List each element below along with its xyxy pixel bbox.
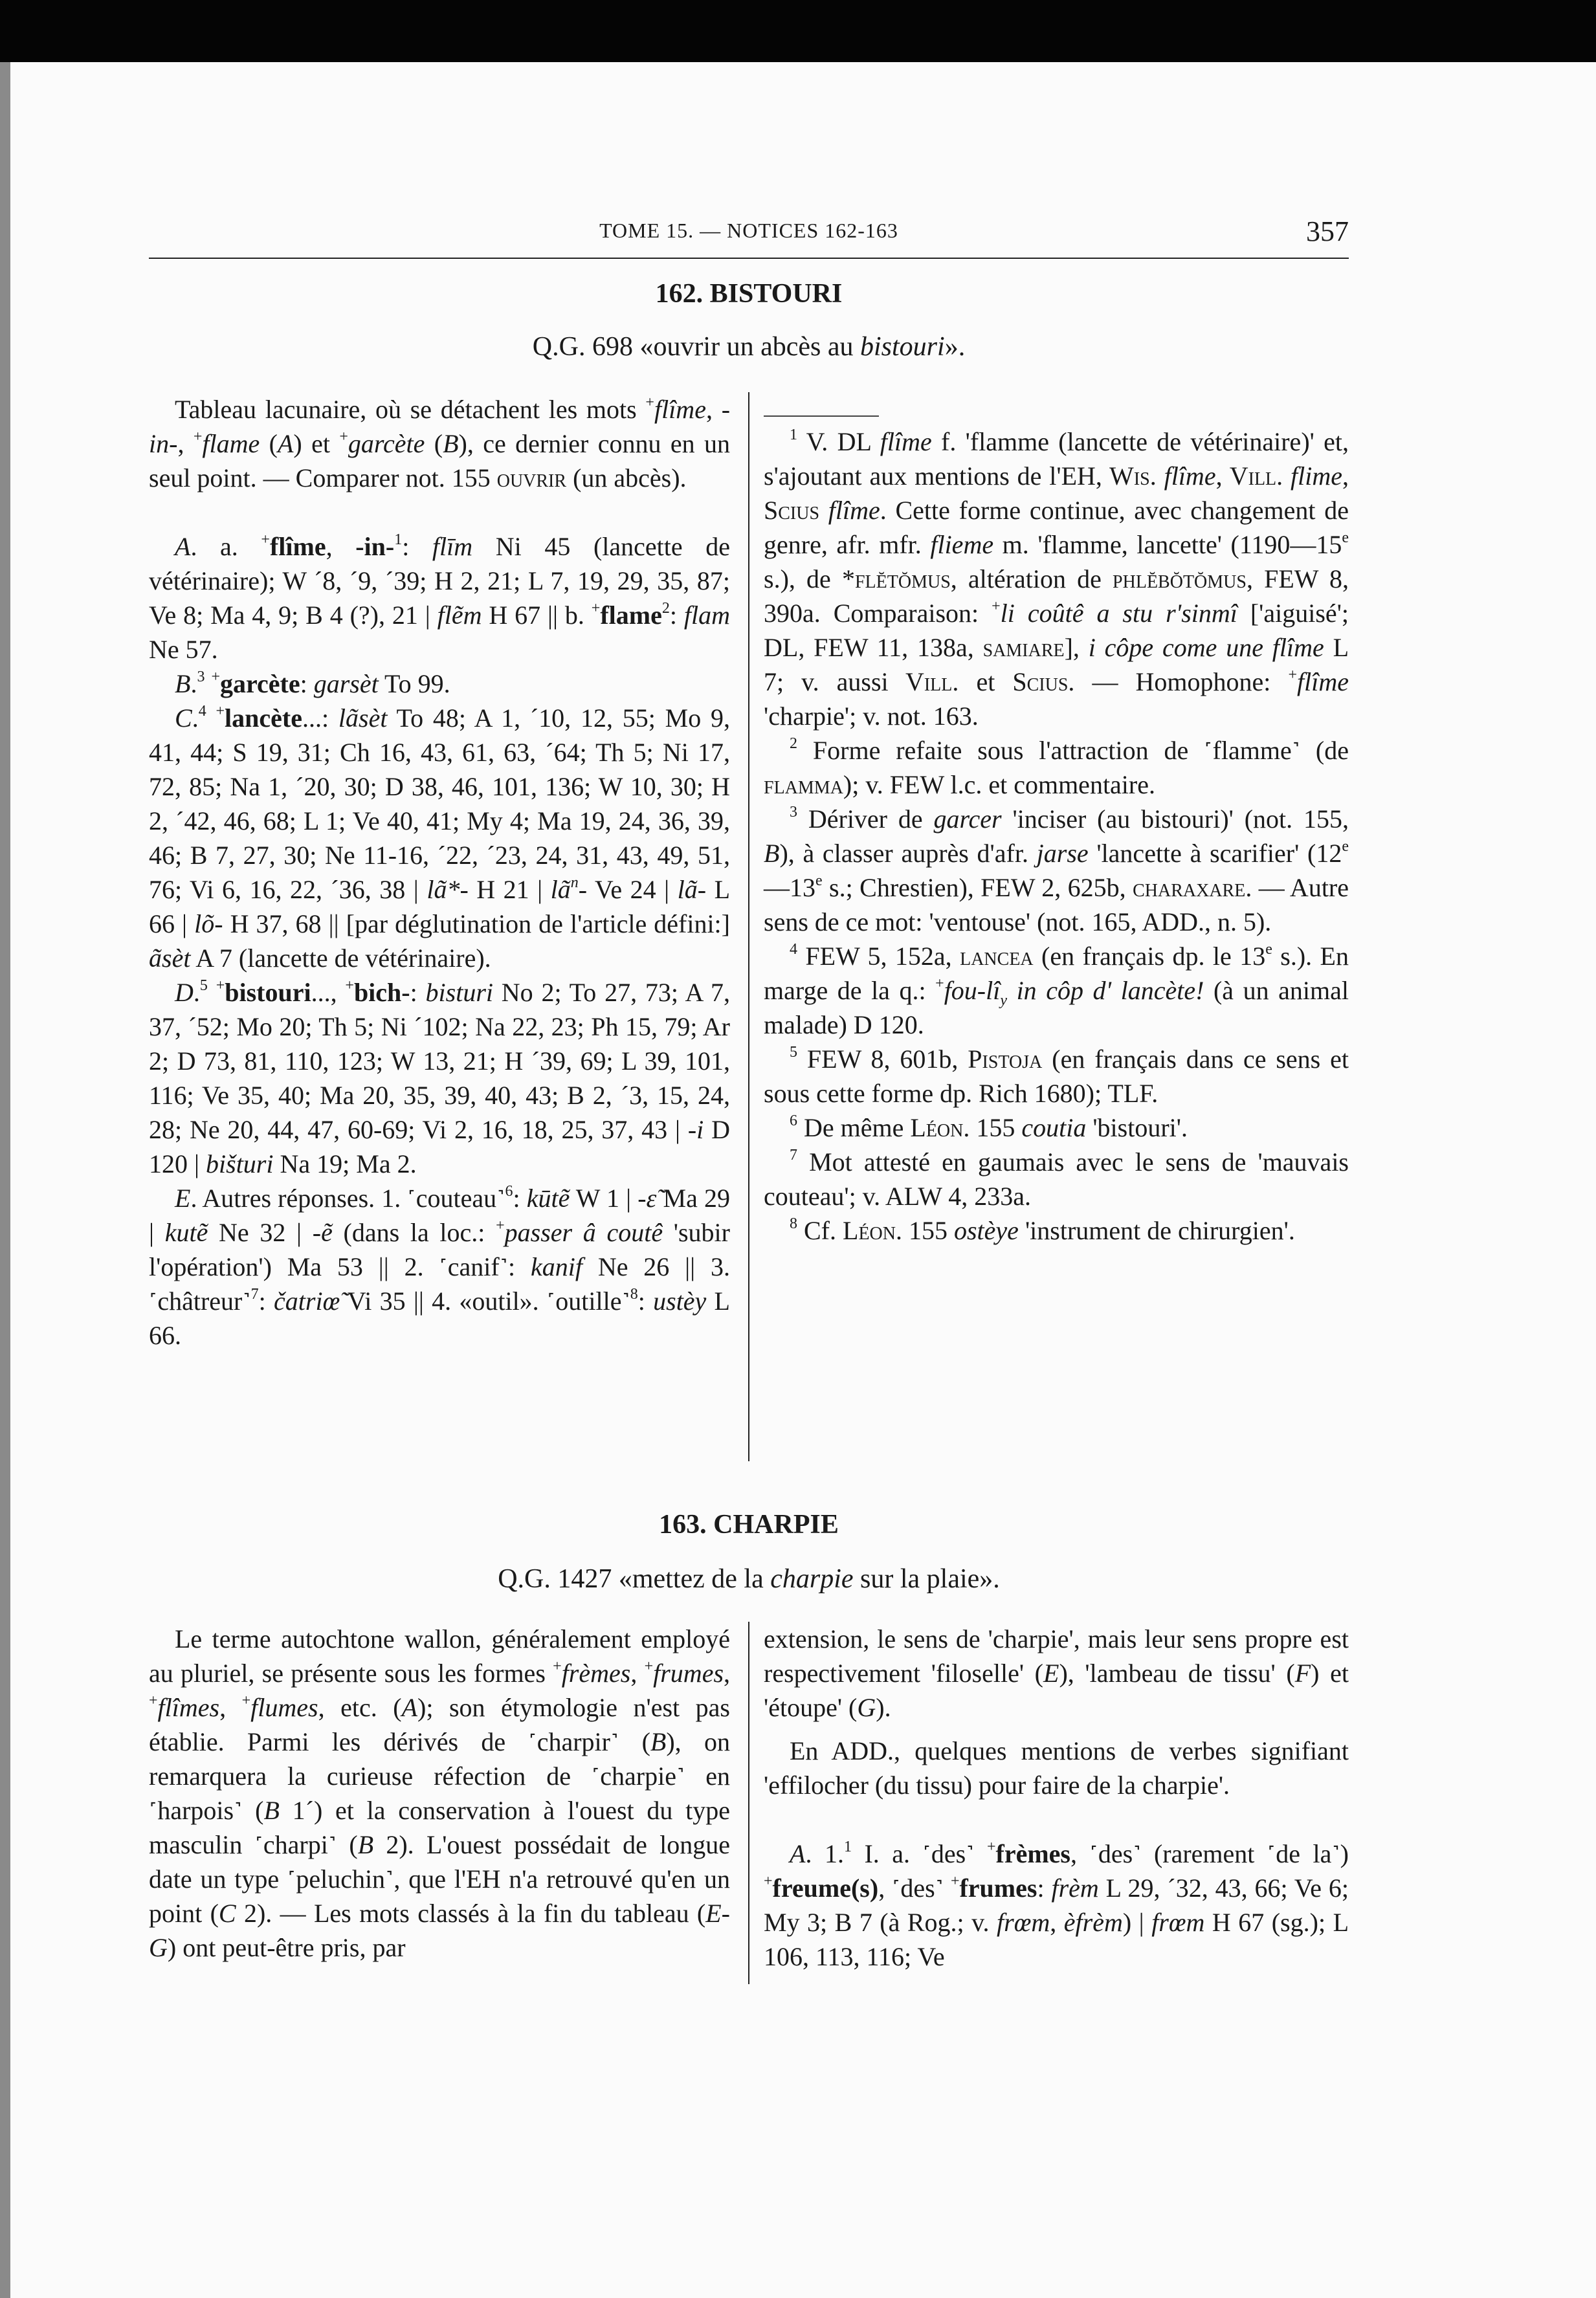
entry-A-163: A. 1.$^1$ I. a. ˹des˺ +frèmes, ˹des˺ (rarement ˹de la˺) +freume(s), ˹des˺ +frumes: frèm L 29, ´32, 43, 66; Ve 6; My 3; B 7 (à Rog.; v. frœm, èfrèm) | frœm H 67 (sg.); L 106, 113, 116; Ve xyxy=(764,1839,1349,1971)
paragraph-add-163: En ADD., quelques mentions de verbes signifiant 'effilocher (du tissu) pour faire de la charpie'. xyxy=(764,1736,1349,1800)
footnote-5: $^5$ FEW 8, 601b, Pistoja (en français dans ce sens et sous cette forme dp. Rich 1680); TLF. xyxy=(764,1044,1349,1108)
footnote-4: $^4$ FEW 5, 152a, lancea (en français dp. le 13e s.). En marge de la q.: $^+fou-lî_y$ in côp d' lancète! (à un animal malade) D 120. xyxy=(764,941,1349,1039)
footnotes-162 xyxy=(764,425,1349,1248)
section-title-163: 163. CHARPIE xyxy=(659,1510,839,1540)
footnote-2: $^2$ Forme refaite sous l'attraction de ˹flamme˺ (de flamma); v. FEW l.c. et commentaire. xyxy=(764,735,1349,799)
column-right-163 xyxy=(764,1622,1349,1974)
footnote-6: $^6$ De même Léon. 155 coutia 'bistouri'. xyxy=(790,1112,1188,1142)
scan-left-border xyxy=(0,62,10,2298)
scan-top-border xyxy=(0,0,1596,62)
question-163: Q.G. 1427 «mettez de la charpie sur la plaie». xyxy=(498,1564,1000,1594)
question-162: Q.G. 698 «ouvrir un abcès au bistouri». xyxy=(532,332,966,362)
running-title: TOME 15. — NOTICES 162-163 xyxy=(599,219,898,242)
page-number: 357 xyxy=(1306,215,1349,247)
footnote-3: $^3$ Dériver de garcer 'inciser (au bistouri)' (not. 155, B), à classer auprès d'afr. jarse 'lancette à scarifier' (12e—13e s.; Chrestien), FEW 2, 625b, charaxare. — Autre sens de ce mot: 'ventouse' (not. 165, ADD., n. 5). xyxy=(764,804,1349,936)
entry-D-162: D.$^5$ +bistouri..., +bich-: bisturi No 2; To 27, 73; A 7, 37, ´52; Mo 20; Th 5; Ni ´102; Na 22, 23; Ph 15, 79; Ar 2; D 73, 81, 110, 123; W 13, 21; H ´39, 69; L 39, 101, 116; Ve 35, 40; Ma 20, 35, 39, 40, 43; B 2, ´3, 15, 24, 28; Ne 20, 44, 47, 60-69; Vi 2, 16, 18, 25, 37, 43 | -i D 120 | bišturi Na 19; Ma 2. xyxy=(149,977,731,1178)
paragraph-intro-162: Tableau lacunaire, où se détachent les mots +flîme, -in-, +flame (A) et +garcète (B), ce dernier connu en un seul point. — Comparer not. 155 ouvrir (un abcès). xyxy=(149,394,731,492)
paragraph-intro-163: Le terme autochtone wallon, généralement employé au pluriel, se présente sous les formes +frèmes, +frumes, +flîmes, +flumes, etc. (A); son étymologie n'est pas établie. Parmi les dérivés de ˹charpir˺ (B), on remarquera la curieuse réfection de ˹charpie˺ en ˹harpois˺ (B 1´) et la conservation à l'ouest du type masculin ˹charpi˺ (B 2). L'ouest possédait de longue date un type ˹peluchin˺, que l'EH n'a retrouvé qu'en un point (C 2). — Les mots classés à la fin du tableau (E-G) ont peut-être pris, par xyxy=(149,1624,731,1962)
entry-A-162: A. a. +flîme, -in-$^1$: flīm Ni 45 (lancette de vétérinaire); W ´8, ´9, ´39; H 2, 21; L 7, 19, 29, 35, 87; Ve 8; Ma 4, 9; B 4 (?), 21 | flẽm H 67 || b. +flame$^2$: flam Ne 57. xyxy=(149,531,730,664)
header-rule xyxy=(149,258,1349,259)
footnote-8: $^8$ Cf. Léon. 155 ostèye 'instrument de chirurgien'. xyxy=(790,1215,1295,1245)
paragraph-continued-163: extension, le sens de 'charpie', mais leur sens propre est respectivement 'filoselle' (E), 'lambeau de tissu' (F) et 'étoupe' (G). xyxy=(764,1624,1349,1722)
entry-E-162: E. Autres réponses. 1. ˹couteau˺$^6$: kūtẽ W 1 | -ɛ̃ Ma 29 | kutẽ Ne 32 | -ẽ (dans la loc.: +passer â coutê 'subir l'opération') Ma 53 || 2. ˹canif˺: kanif Ne 26 || 3. ˹châtreur˺$^7$: čatriœ̃ Vi 35 || 4. «outil». ˹outille˺$^8$: ustèy L 66. xyxy=(149,1183,731,1350)
footnote-1: $^1$ V. DL flîme f. 'flamme (lancette de vétérinaire)' et, s'ajoutant aux mentions de l'EH, Wis. flîme, Vill. flime, Scius flîme. Cette forme continue, avec changement de genre, afr. mfr. flieme m. 'flamme, lancette' (1190—15e s.), de *flĕtŏmus, altération de phlĕbŏtŏmus, FEW 8, 390a. Comparaison: +li coûtê a stu r'sinmî ['aiguisé'; DL, FEW 11, 138a, samiare], i côpe come une flîme L 7; v. aussi Vill. et Scius. — Homophone: +flîme 'charpie'; v. not. 163. xyxy=(764,426,1349,731)
column-left-163 xyxy=(149,1622,730,1965)
column-left-162 xyxy=(149,392,730,1353)
column-divider-162 xyxy=(748,392,749,1461)
section-title-162: 162. BISTOURI xyxy=(655,279,843,309)
column-divider-163 xyxy=(748,1622,749,1984)
footnote-rule xyxy=(764,415,879,417)
footnote-7: $^7$ Mot attesté en gaumais avec le sens de 'mauvais couteau'; v. ALW 4, 233a. xyxy=(764,1147,1349,1211)
entry-C-162: C.$^4$ +lancète...: lãsèt To 48; A 1, ´10, 12, 55; Mo 9, 41, 44; S 19, 31; Ch 16, 43, 61, 63, ´64; Th 5; Ni 17, 72, 85; Na 1, ´20, 30; D 38, 46, 101, 136; W 10, 30; H 2, ´42, 46, 68; L 1; Ve 40, 41; My 4; Ma 19, 24, 36, 39, 46; B 7, 27, 30; Ne 11-16, ´22, ´23, 24, 31, 43, 49, 51, 76; Vi 6, 16, 22, ´36, 38 | lã*- H 21 | $lã^n-$ Ve 24 | lã- L 66 | lõ- H 37, 68 || [par déglutination de l'article défini:] ãsèt A 7 (lancette de vétérinaire). xyxy=(149,703,730,973)
running-head xyxy=(149,215,1349,258)
entry-B-162: B.$^3$ +garcète: garsèt To 99. xyxy=(175,668,450,698)
